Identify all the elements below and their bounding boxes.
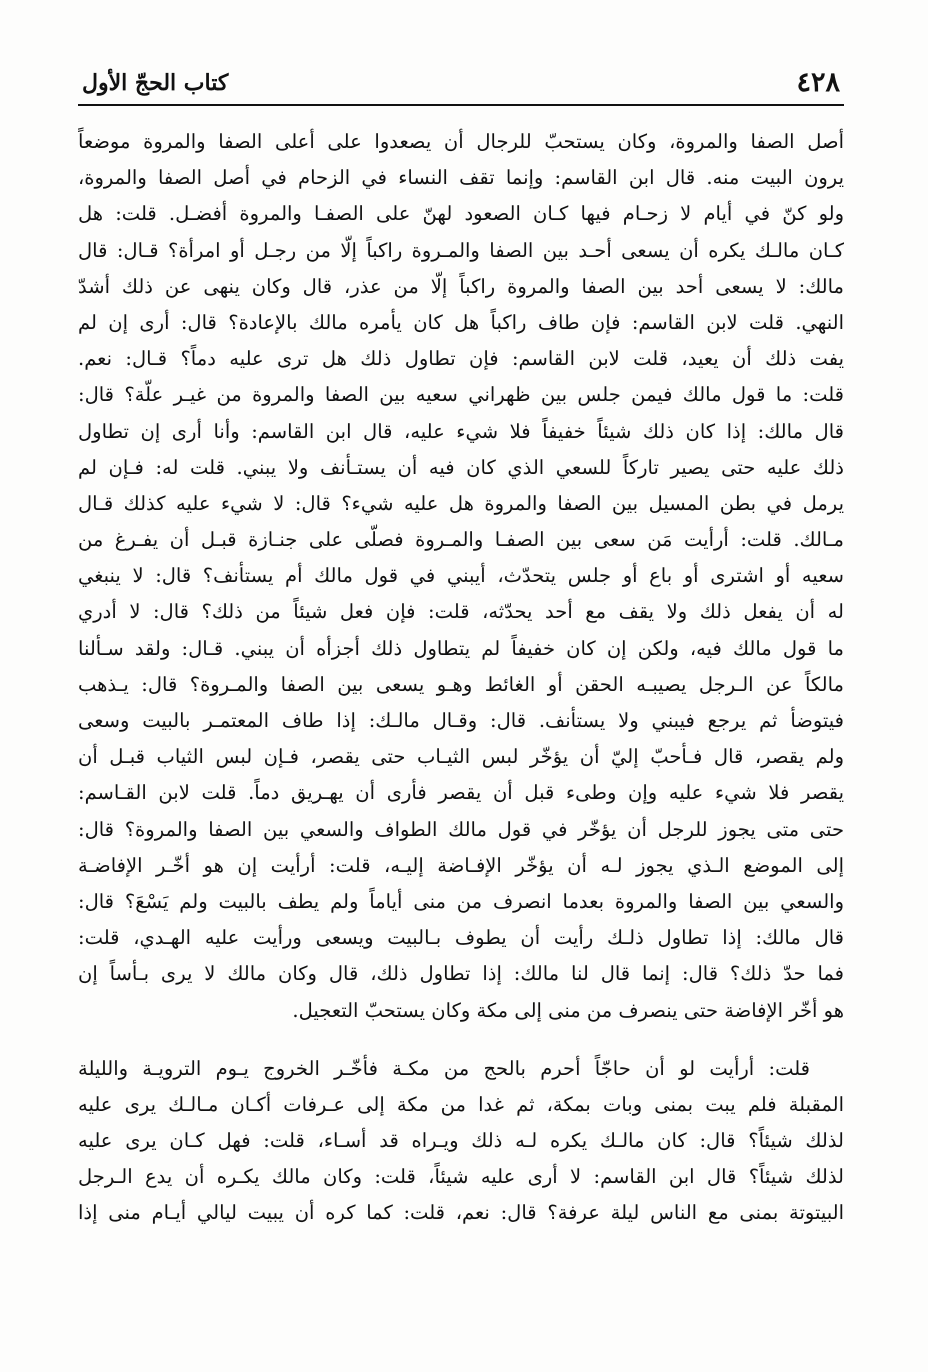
text-line: يرون البيت منه. قال ابن القاسم: وإنما تقف النساء في الزحام في أصل الصفا والمروة، xyxy=(78,166,844,190)
text-line: مـالك. قلت: أرأيت مَن سعى بين الصفـا والمـروة فصلّى على جنـازة قبـل أن يفـرغ من xyxy=(78,528,844,552)
text-line: سعيه أو اشترى أو باع أو جلس يتحدّث، أيبني في قول مالك أم يستأنف؟ قال: لا ينبغي xyxy=(78,564,844,588)
text-line: يقصر فلا شيء عليه وإن وطىء قبل أن يقصر فأرى أن يهـريق دماً. قلت لابن القـاسم: xyxy=(78,781,844,805)
paragraph xyxy=(78,124,844,1029)
text-line: لذلك شيئاً؟ قال: كان مالـك يكره لـه ذلك ويـراه قد أسـاء، قلت: فهل كـان يرى عليه xyxy=(78,1129,844,1153)
paragraph-spacer xyxy=(78,1029,844,1051)
text-line: مالكاً عن الـرجل يصيبـه الحقن أو الغائط وهـو يسعى بين الصفا والمـروة؟ قال: يـذهب xyxy=(78,672,844,696)
text-line: فيتوضأ ثم يرجع فيبني ولا يستأنف. قال: وقـال مالـك: إذا طاف المعتمـر بالبيت وسعى xyxy=(78,709,844,732)
page-header xyxy=(78,60,844,102)
text-line: يفت ذلك أن يعيد، قلت لابن القاسم: فإن تطاول ذلك هل ترى عليه دماً؟ قـال: نعم. xyxy=(78,347,844,371)
page-number: ٤٢٨ xyxy=(796,67,840,98)
text-line: المقبلة فلم يبت بمنى وبات بمكة، ثم غدا من مكة إلى عـرفات أكـان مـالـك يرى عليه xyxy=(78,1092,844,1116)
text-line: هو أخّر الإفاضة حتى ينصرف من منى إلى مكة وكان يستحبّ التعجيل. xyxy=(292,998,844,1022)
text-line: ذلك عليه حتى يصير تاركاً للسعي الذي كان فيه أن يستـأنف ولا يبني. قلت له: فـإن لم xyxy=(78,455,844,479)
text-line: مالك: لا يسعى أحد بين الصفا والمروة راكباً إلّا من عذر، قال وكان ينهى عن ذلك أشدّ xyxy=(78,274,844,298)
text-line: النهي. قلت لابن القاسم: فإن طاف راكباً هل كان يأمره مالك بالإعادة؟ قال: أرى إن لم xyxy=(78,310,844,334)
text-line: ولم يقصر، قال فـأحبّ إليّ أن يؤخّر لبس الثيـاب حتى يقصر، فـإن لبس الثياب قبـل أن xyxy=(78,745,844,769)
text-line: ولو كنّ في أيام لا زحـام فيها كـان الصعود لهنّ على الصفـا والمروة أفضـل. قلت: هل xyxy=(78,202,844,226)
text-line: لذلك شيئاً؟ قال ابن القاسم: لا أرى عليه شيئاً، قلت: وكان مالك يكـره أن يدع الـرجل xyxy=(78,1165,844,1189)
text-line: فما حدّ ذلك؟ قال: إنما قال لنا مالك: إذا تطاول ذلك، قال وكان مالك لا يرى بـأساً إن xyxy=(78,962,844,986)
header-divider xyxy=(78,104,844,106)
body-text xyxy=(78,124,844,1232)
text-line: أصل الصفا والمروة، وكان يستحبّ للرجال أن يصعدوا على أعلى الصفا والمروة موضعاً xyxy=(78,130,844,153)
paragraph xyxy=(78,1051,844,1232)
text-line: والسعي بين الصفا والمروة بعدما انصرف من منى أياماً ولم يطف بالبيت ولم يَسْعَ؟ قال: xyxy=(78,889,844,913)
text-line: كـان مالـك يكره أن يسعى أحـد بين الصفا والمـروة راكباً إلّا من رجـل أو امرأة؟ قـال: قال xyxy=(78,238,844,262)
text-line: قلت: ما قول مالك فيمن جلس بين ظهراني سعيه بين الصفا والمروة من غيـر علّة؟ قال: xyxy=(78,383,844,407)
text-line: ما قول مالك فيه، ولكن إن كان خفيفاً لم يتطاول ذلك أجزأه أن يبني. قـال: ولقد سـألنا xyxy=(78,636,844,660)
text-line: قال مالك: إذا كان ذلك شيئاً خفيفاً فلا شيء عليه، قال ابن القاسم: وأنا أرى إن تطاول xyxy=(78,419,844,443)
text-line: قال مالك: إذا تطاول ذلـك رأيت أن يطوف بـالبيت ويسعى ورأيت عليه الهـدي، قلت: xyxy=(78,926,844,950)
text-line: حتى متى يجوز للرجل أن يؤخّر في قول مالك الطواف والسعي بين الصفا والمروة؟ قال: xyxy=(78,817,844,841)
book-title: كتاب الحجّ الأول xyxy=(82,70,229,96)
text-line: إلى الموضع الـذي يجوز لـه أن يؤخّر الإفـاضة إليـه، قلت: أرأيت إن هو أخّـر الإفاضـة xyxy=(78,853,844,877)
text-line: يرمل في بطن المسيل بين الصفا والمروة هل عليه شيء؟ قال: لا شيء عليه كذلك قـال xyxy=(78,491,844,515)
text-line: البيتوتة بمنى مع الناس ليلة عرفة؟ قال: نعم، قلت: كما كره أن يبيت ليالي أيـام منى إذا xyxy=(78,1201,844,1225)
text-line: قلت: أرأيت لو أن حاجّاً أحرم بالحج من مكـة فأخّـر الخروج يـوم الترويـة والليلة xyxy=(78,1056,810,1080)
text-line: له أن يفعل ذلك ولا يقف مع أحد يحدّثه، قلت: فإن فعل شيئاً من ذلك؟ قال: لا أدري xyxy=(78,600,844,624)
